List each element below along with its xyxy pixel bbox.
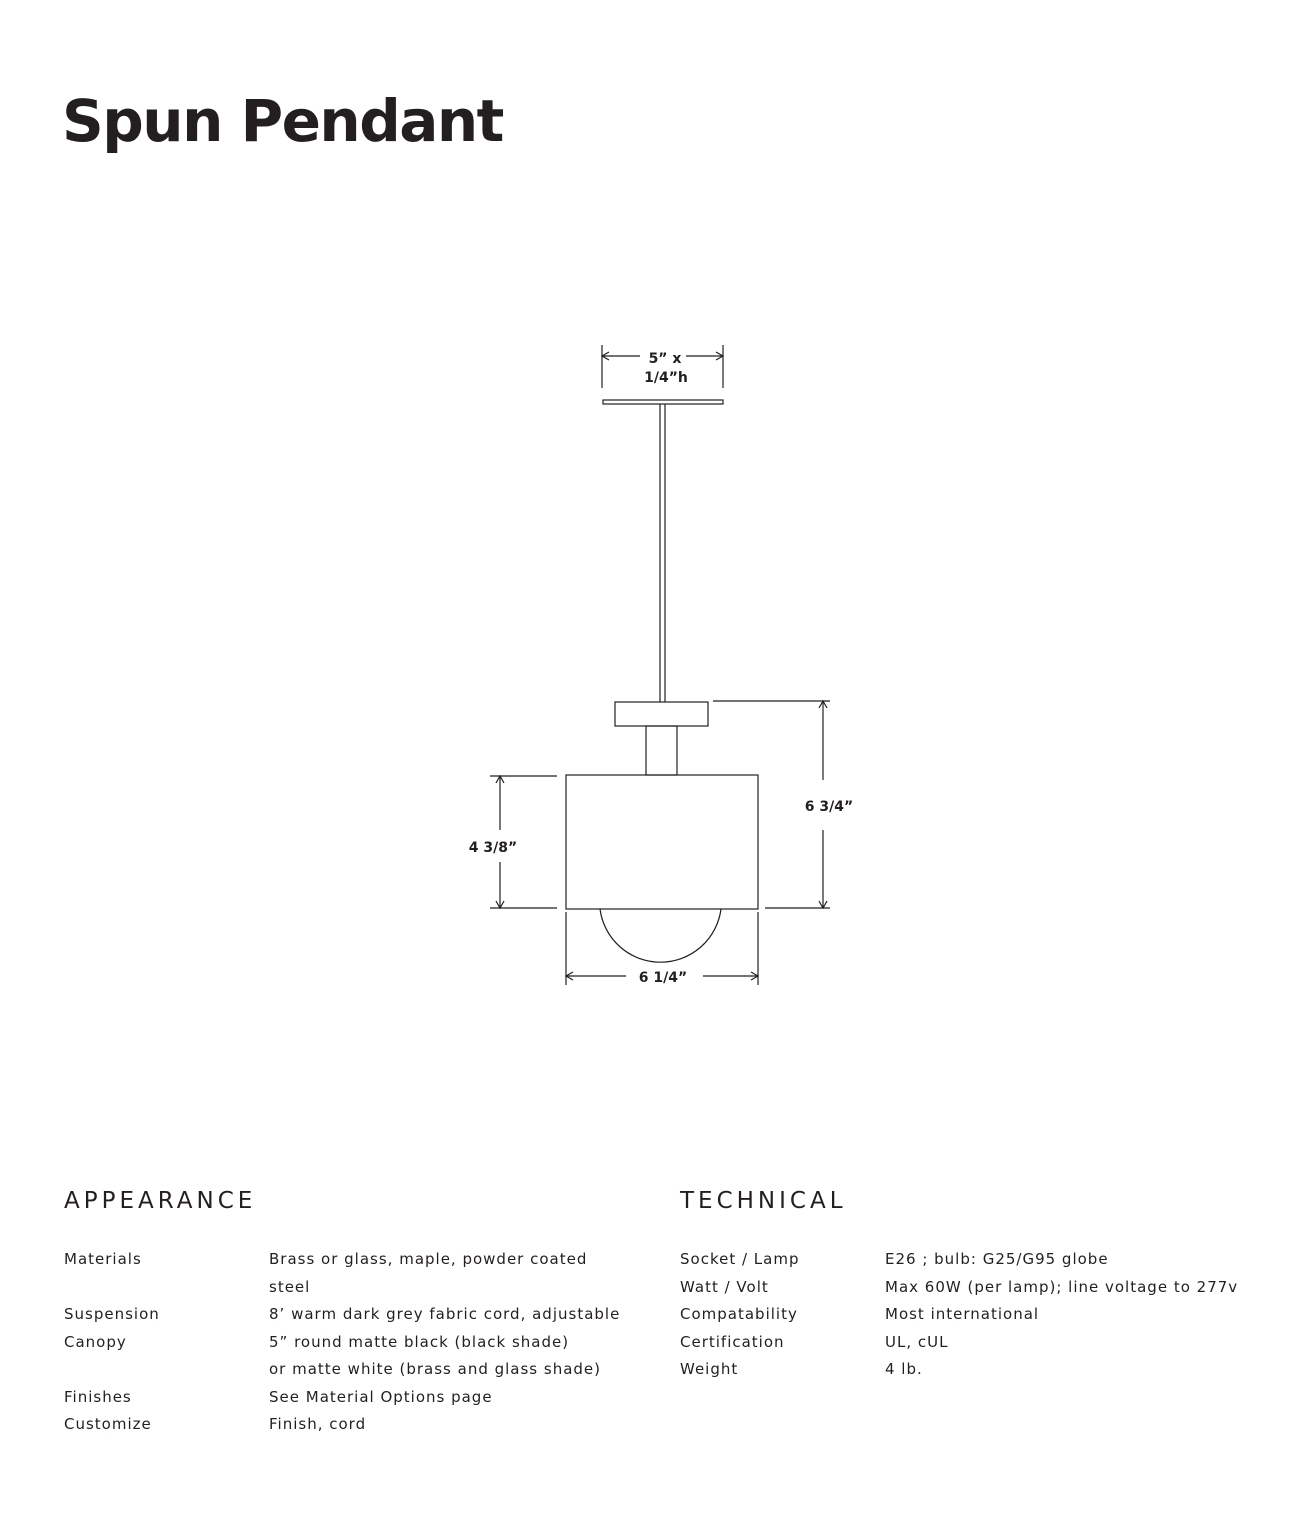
spec-value-line: 4 lb. <box>885 1360 923 1378</box>
spec-label: Certification <box>680 1332 785 1351</box>
spec-value-line: Finish, cord <box>269 1415 367 1433</box>
canopy-dim-label-line1: 5” x <box>648 351 682 367</box>
spec-label: Suspension <box>64 1305 160 1323</box>
technical-spec-table <box>680 1246 1280 1384</box>
spec-value-line: 8’ warm dark grey fabric cord, adjustable <box>269 1305 621 1323</box>
spec-label: Finishes <box>64 1387 132 1406</box>
spec-label: Compatability <box>680 1305 798 1323</box>
spec-value-line: Max 60W (per lamp); line voltage to 277v <box>885 1277 1239 1296</box>
spec-value-line: UL, cUL <box>885 1332 949 1351</box>
spec-label: Weight <box>680 1360 739 1378</box>
spec-row <box>64 1411 634 1439</box>
shade-width-label: 6 1/4” <box>638 970 688 986</box>
spec-value <box>885 1356 1280 1384</box>
canopy-dim-label-line2: 1/4”h <box>644 370 688 386</box>
spec-value-line: Most international <box>885 1305 1040 1323</box>
spec-label: Customize <box>64 1415 152 1433</box>
spec-row <box>64 1329 634 1384</box>
shade-height-label: 4 3/8” <box>468 840 518 856</box>
spec-row <box>64 1384 634 1412</box>
neck <box>646 726 677 775</box>
spec-value <box>269 1301 634 1329</box>
appearance-spec-table <box>64 1246 634 1439</box>
spec-value-line: steel <box>269 1277 311 1296</box>
spec-label: Watt / Volt <box>680 1277 769 1296</box>
spec-label: Socket / Lamp <box>680 1250 800 1268</box>
spec-label: Materials <box>64 1250 142 1268</box>
spec-value <box>885 1274 1280 1302</box>
spec-row <box>64 1301 634 1329</box>
spec-value <box>269 1246 634 1301</box>
spec-row <box>680 1329 1280 1357</box>
spec-value <box>885 1329 1280 1357</box>
spec-value <box>269 1411 634 1439</box>
cap-block <box>615 702 708 726</box>
spec-row <box>680 1274 1280 1302</box>
globe-bulb <box>600 909 721 962</box>
spec-value <box>269 1384 634 1412</box>
spec-value-line: 5” round matte black (black shade) <box>269 1332 570 1351</box>
spec-value-line: Brass or glass, maple, powder coated <box>269 1250 588 1268</box>
spec-row <box>680 1356 1280 1384</box>
spec-value-line: See Material Options page <box>269 1387 493 1406</box>
spec-label: Canopy <box>64 1332 127 1351</box>
page-title: Spun Pendant <box>62 87 503 155</box>
spec-row <box>680 1301 1280 1329</box>
shade-body <box>566 775 758 909</box>
canopy-plate <box>603 400 723 404</box>
spec-value <box>269 1329 634 1384</box>
technical-heading: TECHNICAL <box>680 1188 847 1214</box>
spec-value <box>885 1301 1280 1329</box>
spec-value <box>885 1246 1280 1274</box>
spec-value-line: E26 ; bulb: G25/G95 globe <box>885 1250 1109 1268</box>
spec-row <box>680 1246 1280 1274</box>
spec-row <box>64 1246 634 1301</box>
total-height-label: 6 3/4” <box>804 799 854 815</box>
spec-value-line: or matte white (brass and glass shade) <box>269 1360 602 1378</box>
appearance-heading: APPEARANCE <box>64 1188 257 1214</box>
